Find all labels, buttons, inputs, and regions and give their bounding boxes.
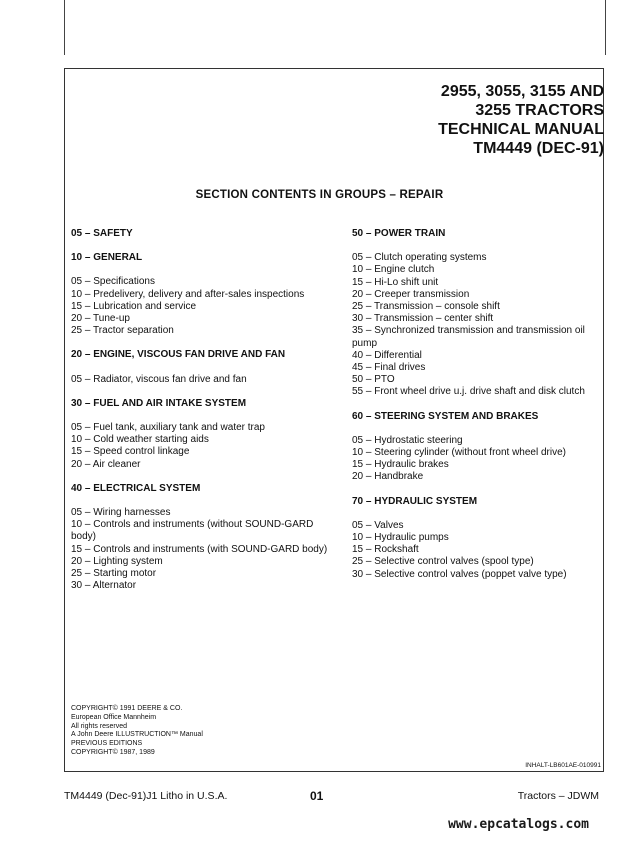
group-item: 05 – Valves	[352, 519, 404, 531]
section-title: SECTION CONTENTS IN GROUPS – REPAIR	[195, 189, 444, 201]
page-number: 01	[310, 789, 324, 803]
section-group	[352, 228, 592, 399]
copyright-block	[71, 705, 203, 758]
left-column	[71, 228, 333, 604]
group-item: 10 – Controls and instruments (without SOUND-GARD body)	[71, 519, 314, 543]
section-group	[71, 228, 333, 240]
group-item: 10 – Predelivery, delivery and after-sales inspections	[71, 288, 305, 300]
group-item: 25 – Transmission – console shift	[352, 301, 500, 313]
title-line: TECHNICAL MANUAL	[438, 121, 604, 138]
group-item: 15 – Rockshaft	[352, 544, 419, 556]
title-line: 2955, 3055, 3155 AND	[440, 83, 604, 100]
group-item: 45 – Final drives	[352, 362, 426, 374]
section-group	[352, 411, 592, 484]
group-item: 10 – Steering cylinder (without front wheel drive)	[352, 447, 566, 459]
section-group	[71, 252, 333, 337]
group-item: 15 – Speed control linkage	[71, 446, 190, 458]
group-item: 15 – Controls and instruments (with SOUND-GARD body)	[71, 543, 328, 555]
title-line: TM4449 (DEC-91)	[473, 140, 604, 157]
group-item: 05 – Wiring harnesses	[71, 507, 171, 519]
group-title: 05 – SAFETY	[71, 228, 133, 239]
group-item: 40 – Differential	[352, 349, 422, 361]
watermark-link[interactable]: www.epcatalogs.com	[448, 817, 589, 832]
group-title: 60 – STEERING SYSTEM AND BRAKES	[352, 410, 539, 422]
copyright-line: European Office Mannheim	[71, 713, 157, 721]
group-item: 05 – Specifications	[71, 276, 155, 288]
group-item: 05 – Fuel tank, auxiliary tank and water trap	[71, 422, 265, 434]
top-page-box	[64, 0, 606, 55]
group-item: 15 – Hi-Lo shift unit	[352, 276, 439, 288]
copyright-line: All rights reserved	[71, 722, 128, 730]
group-item: 55 – Front wheel drive u.j. drive shaft and disk clutch	[352, 386, 585, 398]
title-line: 3255 TRACTORS	[475, 102, 604, 119]
section-group	[71, 349, 333, 385]
group-item: 30 – Selective control valves (poppet valve type)	[352, 568, 567, 580]
group-title: 20 – ENGINE, VISCOUS FAN DRIVE AND FAN	[71, 349, 286, 361]
group-item: 05 – Hydrostatic steering	[352, 434, 463, 446]
group-item: 10 – Cold weather starting aids	[71, 434, 209, 446]
copyright-line: PREVIOUS EDITIONS	[71, 740, 143, 748]
group-item: 25 – Starting motor	[71, 568, 157, 580]
group-item: 20 – Handbrake	[352, 471, 424, 483]
copyright-line: COPYRIGHT© 1991 DEERE & CO.	[71, 705, 183, 712]
group-title: 70 – HYDRAULIC SYSTEM	[352, 495, 478, 507]
group-item: 25 – Tractor separation	[71, 325, 174, 337]
group-item: 20 – Creeper transmission	[352, 288, 470, 300]
group-item: 15 – Lubrication and service	[71, 300, 197, 312]
right-column	[352, 228, 592, 593]
group-item: 05 – Radiator, viscous fan drive and fan	[71, 373, 247, 385]
group-item: 30 – Transmission – center shift	[352, 313, 494, 325]
copyright-line: A John Deere ILLUSTRUCTION™ Manual	[71, 731, 203, 739]
group-item: 10 – Engine clutch	[352, 264, 435, 276]
group-title: 50 – POWER TRAIN	[352, 228, 446, 239]
group-item: 20 – Tune-up	[71, 313, 130, 325]
group-title: 40 – ELECTRICAL SYSTEM	[71, 482, 201, 494]
group-item: 25 – Selective control valves (spool type)	[352, 556, 534, 568]
group-title: 30 – FUEL AND AIR INTAKE SYSTEM	[71, 397, 247, 409]
copyright-line: COPYRIGHT© 1987, 1989	[71, 748, 155, 756]
group-title: 10 – GENERAL	[71, 252, 143, 264]
group-item: 15 – Hydraulic brakes	[352, 459, 449, 471]
section-group	[71, 398, 333, 471]
group-item: 10 – Hydraulic pumps	[352, 532, 449, 544]
group-item: 30 – Alternator	[71, 580, 137, 592]
section-group	[71, 483, 333, 593]
group-item: 20 – Air cleaner	[71, 458, 141, 470]
footer-right: Tractors – JDWM	[517, 790, 599, 802]
group-item: 05 – Clutch operating systems	[352, 252, 487, 264]
group-item: 20 – Lighting system	[71, 555, 163, 567]
section-group	[352, 496, 592, 581]
group-item: 35 – Synchronized transmission and transmission oil pump	[352, 325, 585, 349]
manual-title	[438, 82, 604, 158]
group-item: 50 – PTO	[352, 374, 395, 386]
document-code: INHALT-LB601AE-010991	[525, 762, 601, 769]
footer-left: TM4449 (Dec-91)J1 Litho in U.S.A.	[64, 790, 228, 802]
